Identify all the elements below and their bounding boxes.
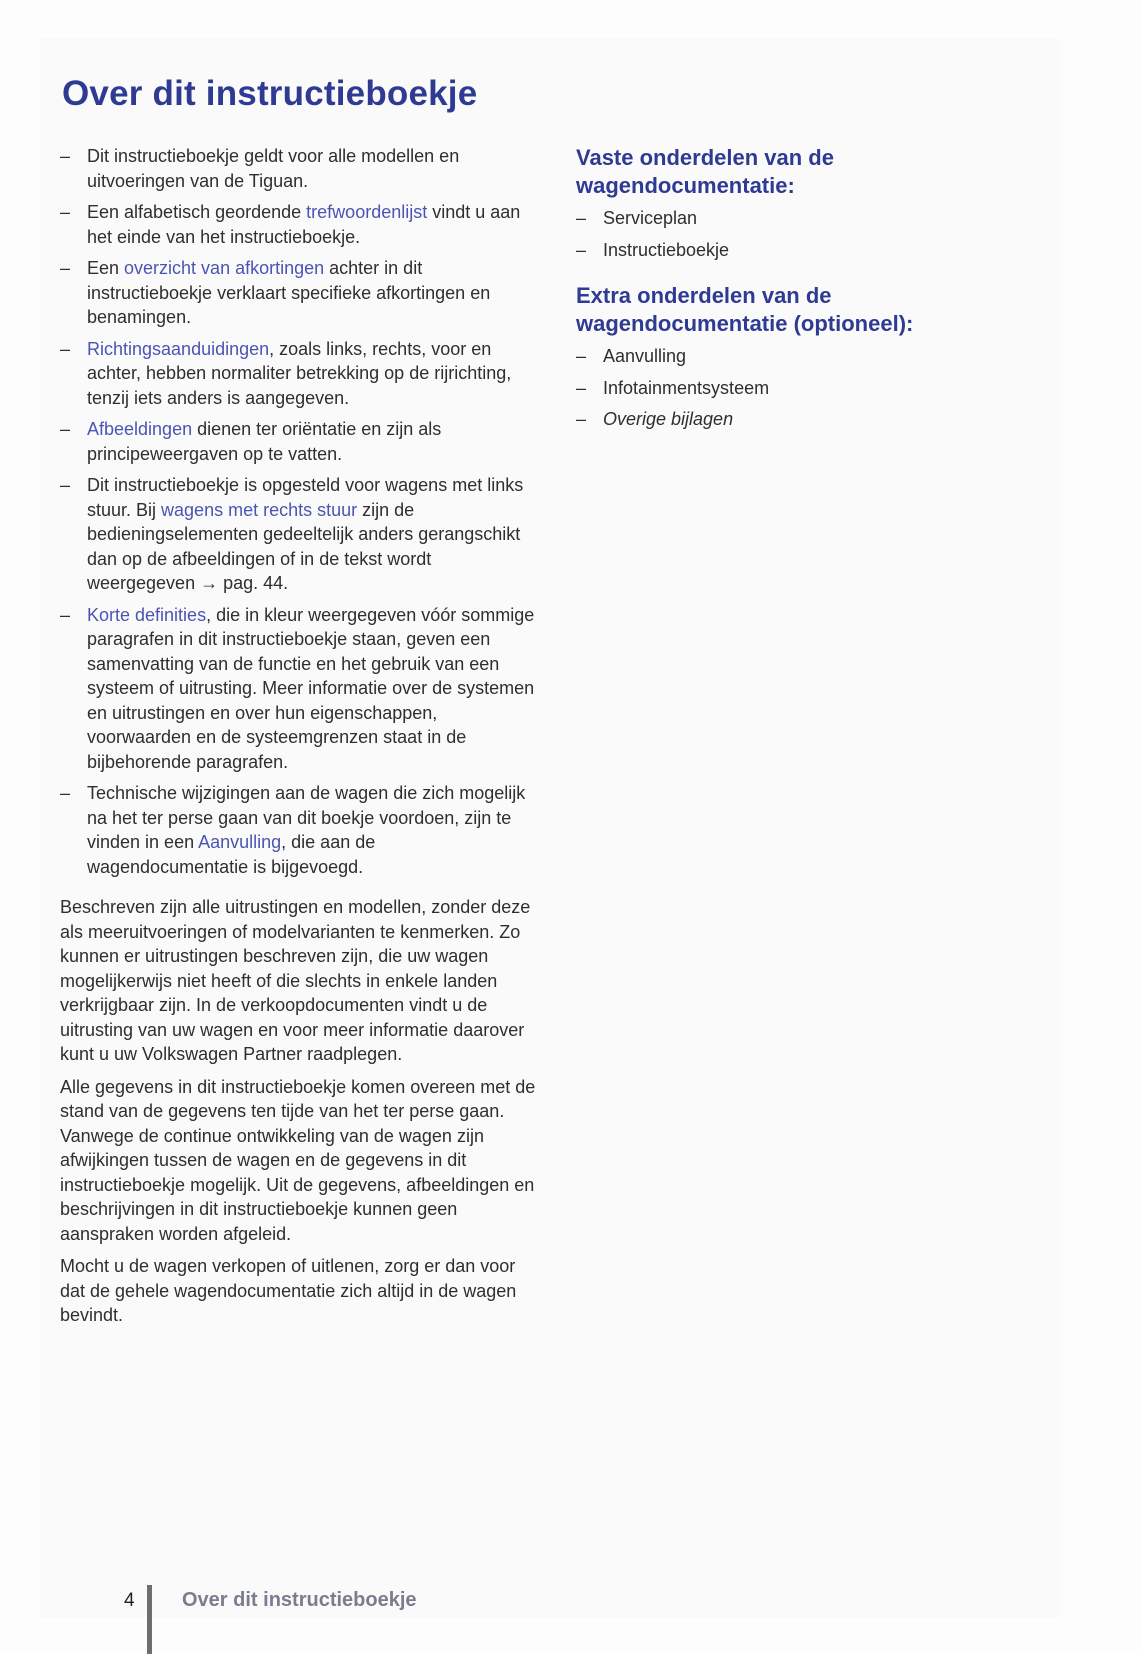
cross-reference-link[interactable]: wagens met rechts stuur: [161, 499, 358, 520]
list-item-text: Aanvulling: [603, 346, 687, 366]
list-item-text: vindt u aan het einde van het instructieboekje.: [87, 202, 521, 247]
section-heading: Extra onderdelen van de wagendocumentatie (optioneel):: [576, 283, 914, 336]
list-item: [60, 417, 540, 466]
list-item-text: , die aan de wagendocumentatie is bijgevoegd.: [87, 832, 376, 877]
list-item-text: Overige bijlagen: [603, 409, 734, 429]
list-item-text: achter in dit instructieboekje verklaart specifieke afkortingen en benamingen.: [87, 258, 491, 327]
cross-reference-link[interactable]: Korte definities: [87, 604, 207, 625]
body-paragraph: Mocht u de wagen verkopen of uitlenen, zorg er dan voor dat de gehele wagendocumentatie zich altijd in de wagen bevindt.: [60, 1256, 517, 1325]
dash-bullet: –: [576, 239, 587, 260]
body-paragraph: Beschreven zijn alle uitrustingen en modellen, zonder deze als meeruitvoeringen of modelvarianten te kenmerken. Zo kunnen er uitrustingen beschreven zijn, die uw wagen mogelijkerwijs niet heeft of die slechts in enkele landen verkrijgbaar zijn. In de verkoopdocumenten vindt u de uitrusting van uw wagen en voor meer informatie daarover kunt u uw Volkswagen Partner raadplegen.: [60, 897, 531, 1064]
dash-bullet: –: [60, 475, 71, 495]
list-item-text: Dit instructieboekje is opgesteld voor wagens met links stuur. Bij: [87, 475, 524, 520]
list-item-text: Een alfabetisch geordende: [87, 202, 307, 222]
dash-bullet: –: [60, 202, 71, 222]
dash-bullet: –: [60, 146, 71, 166]
list-item: [60, 603, 540, 775]
list-item: [60, 256, 540, 330]
page-title: Over dit instructieboekje: [62, 74, 478, 113]
dash-bullet: –: [576, 346, 587, 366]
cross-reference-link[interactable]: Aanvulling: [198, 832, 282, 852]
list-item-text: Serviceplan: [603, 208, 698, 228]
list-item: [576, 238, 996, 263]
body-paragraph: Alle gegevens in dit instructieboekje komen overeen met de stand van de gegevens ten tijde van het ter perse gaan. Vanwege de continue ontwikkeling van de wagen zijn afwijkingen tussen de wagen en de gegevens in dit instructieboekje mogelijk. Uit de gegevens, afbeeldingen en beschrijvingen in dit instructieboekje kunnen geen aanspraken worden afgeleid.: [60, 1076, 536, 1244]
list-item-text: Infotainmentsysteem: [603, 377, 770, 398]
dash-bullet: –: [60, 419, 71, 439]
extra-docs-list: [576, 344, 996, 432]
list-item: [576, 344, 996, 369]
list-item-text: dienen ter oriëntatie en zijn als principeweergaven op te vatten.: [87, 419, 442, 464]
footer-chapter-title: Over dit instructieboekje: [182, 1589, 417, 1611]
section-fixed-docs: [576, 144, 996, 262]
list-item-text: Dit instructieboekje geldt voor alle modellen en uitvoeringen van de Tiguan.: [87, 146, 460, 191]
body-paragraphs: [60, 895, 540, 1328]
list-item: [60, 337, 540, 411]
cross-reference-link[interactable]: overzicht van afkortingen: [124, 258, 325, 278]
list-item: [60, 200, 540, 249]
footer-divider: [147, 1585, 152, 1654]
list-item-text: , zoals links, rechts, voor en achter, hebben normaliter betrekking op de rijrichting, tenzij iets anders is aangegeven.: [87, 338, 512, 408]
section-extra-docs: [576, 282, 996, 432]
left-column: [60, 144, 540, 1336]
list-item-text: Een: [87, 258, 125, 278]
list-item: [60, 473, 540, 596]
bullet-list: [60, 144, 540, 879]
list-item: [60, 144, 540, 193]
list-item: [576, 376, 996, 401]
list-item-text: zijn de bedieningselementen gedeeltelijk anders gerangschikt dan op de afbeeldingen of in de tekst wordt weergegeven → pag. 44.: [87, 499, 521, 593]
list-item: [60, 781, 540, 879]
fixed-docs-list: [576, 206, 996, 262]
cross-reference-link[interactable]: Afbeeldingen: [87, 419, 193, 439]
cross-reference-link[interactable]: Richtingsaanduidingen: [87, 338, 270, 359]
cross-reference-link[interactable]: trefwoordenlijst: [306, 202, 428, 222]
right-column: [576, 144, 996, 439]
list-item: [576, 206, 996, 231]
list-item-text: , die in kleur weergegeven vóór sommige paragrafen in dit instructieboekje staan, geven een samenvatting van de functie en het gebruik van een systeem of uitrusting. Meer informatie over de systemen en uitrustingen en over hun eigenschappen, voorwaarden en de systeemgrenzen staat in de bijbehorende paragrafen.: [87, 604, 535, 772]
dash-bullet: –: [576, 409, 587, 429]
list-item-text: Technische wijzigingen aan de wagen die zich mogelijk na het ter perse gaan van dit boekje voordoen, zijn te vinden in een: [87, 783, 526, 852]
dash-bullet: –: [576, 208, 587, 228]
list-item-text: Instructieboekje: [603, 239, 730, 260]
dash-bullet: –: [60, 338, 71, 359]
list-item: [576, 407, 996, 432]
dash-bullet: –: [576, 377, 587, 398]
dash-bullet: –: [60, 604, 71, 625]
dash-bullet: –: [60, 258, 71, 278]
page-number: 4: [124, 1590, 135, 1611]
dash-bullet: –: [60, 783, 71, 803]
section-heading: Vaste onderdelen van de wagendocumentatie:: [576, 145, 834, 198]
